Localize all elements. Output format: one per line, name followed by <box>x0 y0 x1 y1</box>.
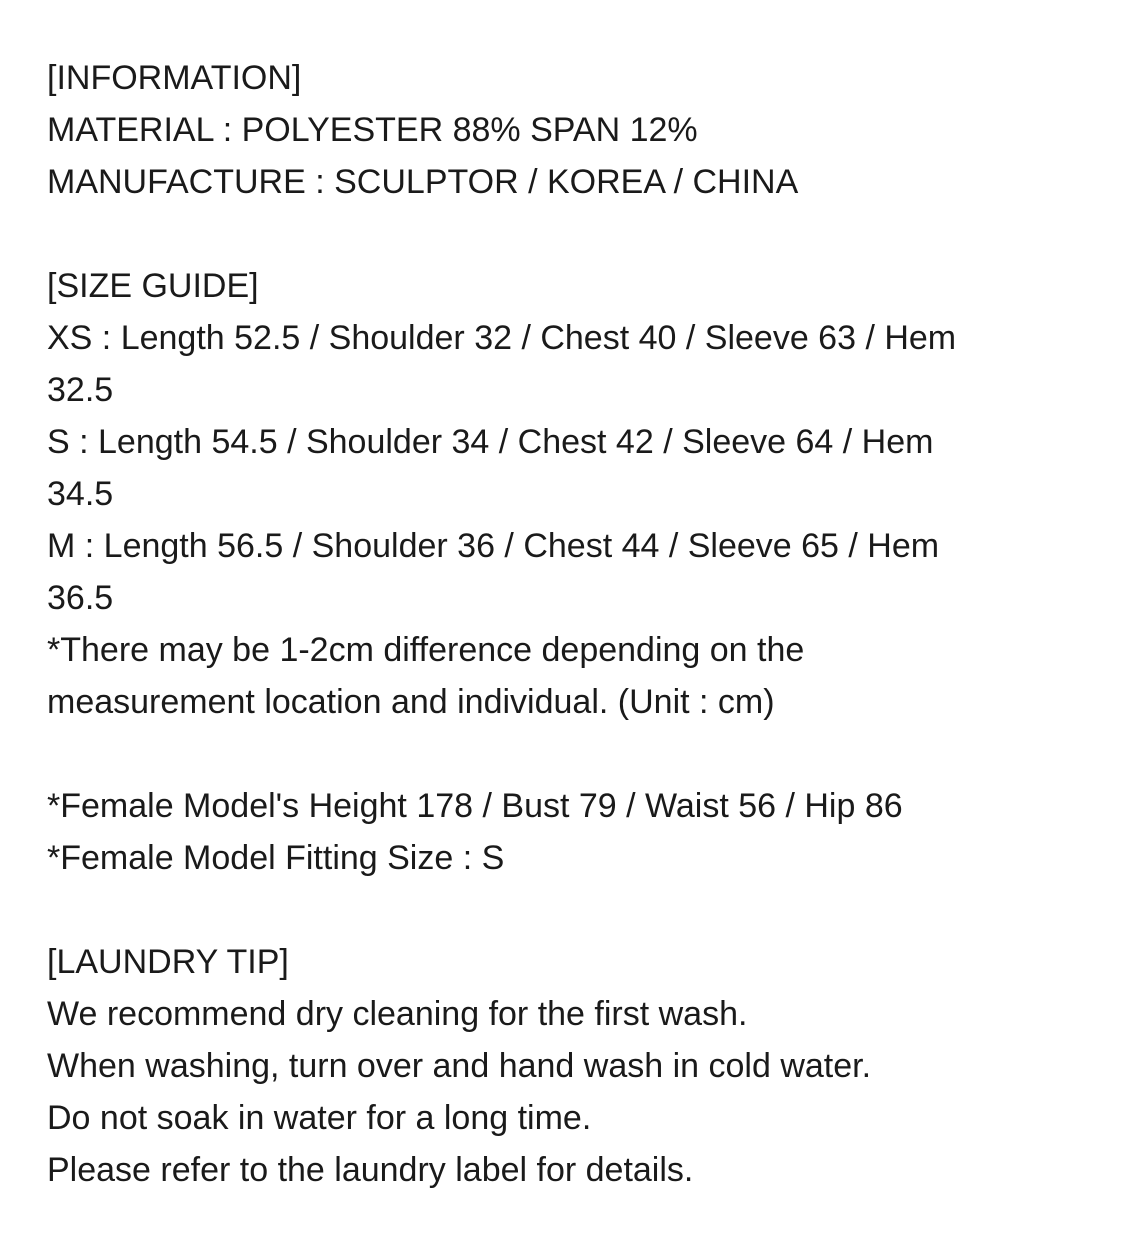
section-spacer <box>47 208 1087 260</box>
manufacture-line: MANUFACTURE : SCULPTOR / KOREA / CHINA <box>47 163 799 201</box>
product-info-document <box>47 52 1087 1196</box>
model-fitting-size-line: *Female Model Fitting Size : S <box>47 839 505 877</box>
size-m-line-continued: 36.5 <box>47 579 114 617</box>
size-xs-line-continued: 32.5 <box>47 371 114 409</box>
model-section <box>47 780 1087 884</box>
laundry-section <box>47 936 1087 1196</box>
size-guide-heading: [SIZE GUIDE] <box>47 267 259 305</box>
laundry-line: We recommend dry cleaning for the first wash. <box>47 995 748 1033</box>
laundry-line: Please refer to the laundry label for details. <box>47 1151 694 1189</box>
size-note-line: *There may be 1-2cm difference depending on the <box>47 631 805 669</box>
size-xs-line: XS : Length 52.5 / Shoulder 32 / Chest 40 / Sleeve 63 / Hem <box>47 319 957 357</box>
size-s-line: S : Length 54.5 / Shoulder 34 / Chest 42 / Sleeve 64 / Hem <box>47 423 934 461</box>
size-s-line-continued: 34.5 <box>47 475 114 513</box>
laundry-heading: [LAUNDRY TIP] <box>47 943 289 981</box>
information-section <box>47 52 1087 208</box>
section-spacer <box>47 884 1087 936</box>
size-guide-section <box>47 260 1087 728</box>
model-measurements-line: *Female Model's Height 178 / Bust 79 / Waist 56 / Hip 86 <box>47 787 903 825</box>
size-m-line: M : Length 56.5 / Shoulder 36 / Chest 44 / Sleeve 65 / Hem <box>47 527 940 565</box>
information-heading: [INFORMATION] <box>47 59 302 97</box>
size-note-line-continued: measurement location and individual. (Unit : cm) <box>47 683 775 721</box>
laundry-line: Do not soak in water for a long time. <box>47 1099 592 1137</box>
laundry-line: When washing, turn over and hand wash in cold water. <box>47 1047 872 1085</box>
section-spacer <box>47 728 1087 780</box>
material-line: MATERIAL : POLYESTER 88% SPAN 12% <box>47 111 698 149</box>
